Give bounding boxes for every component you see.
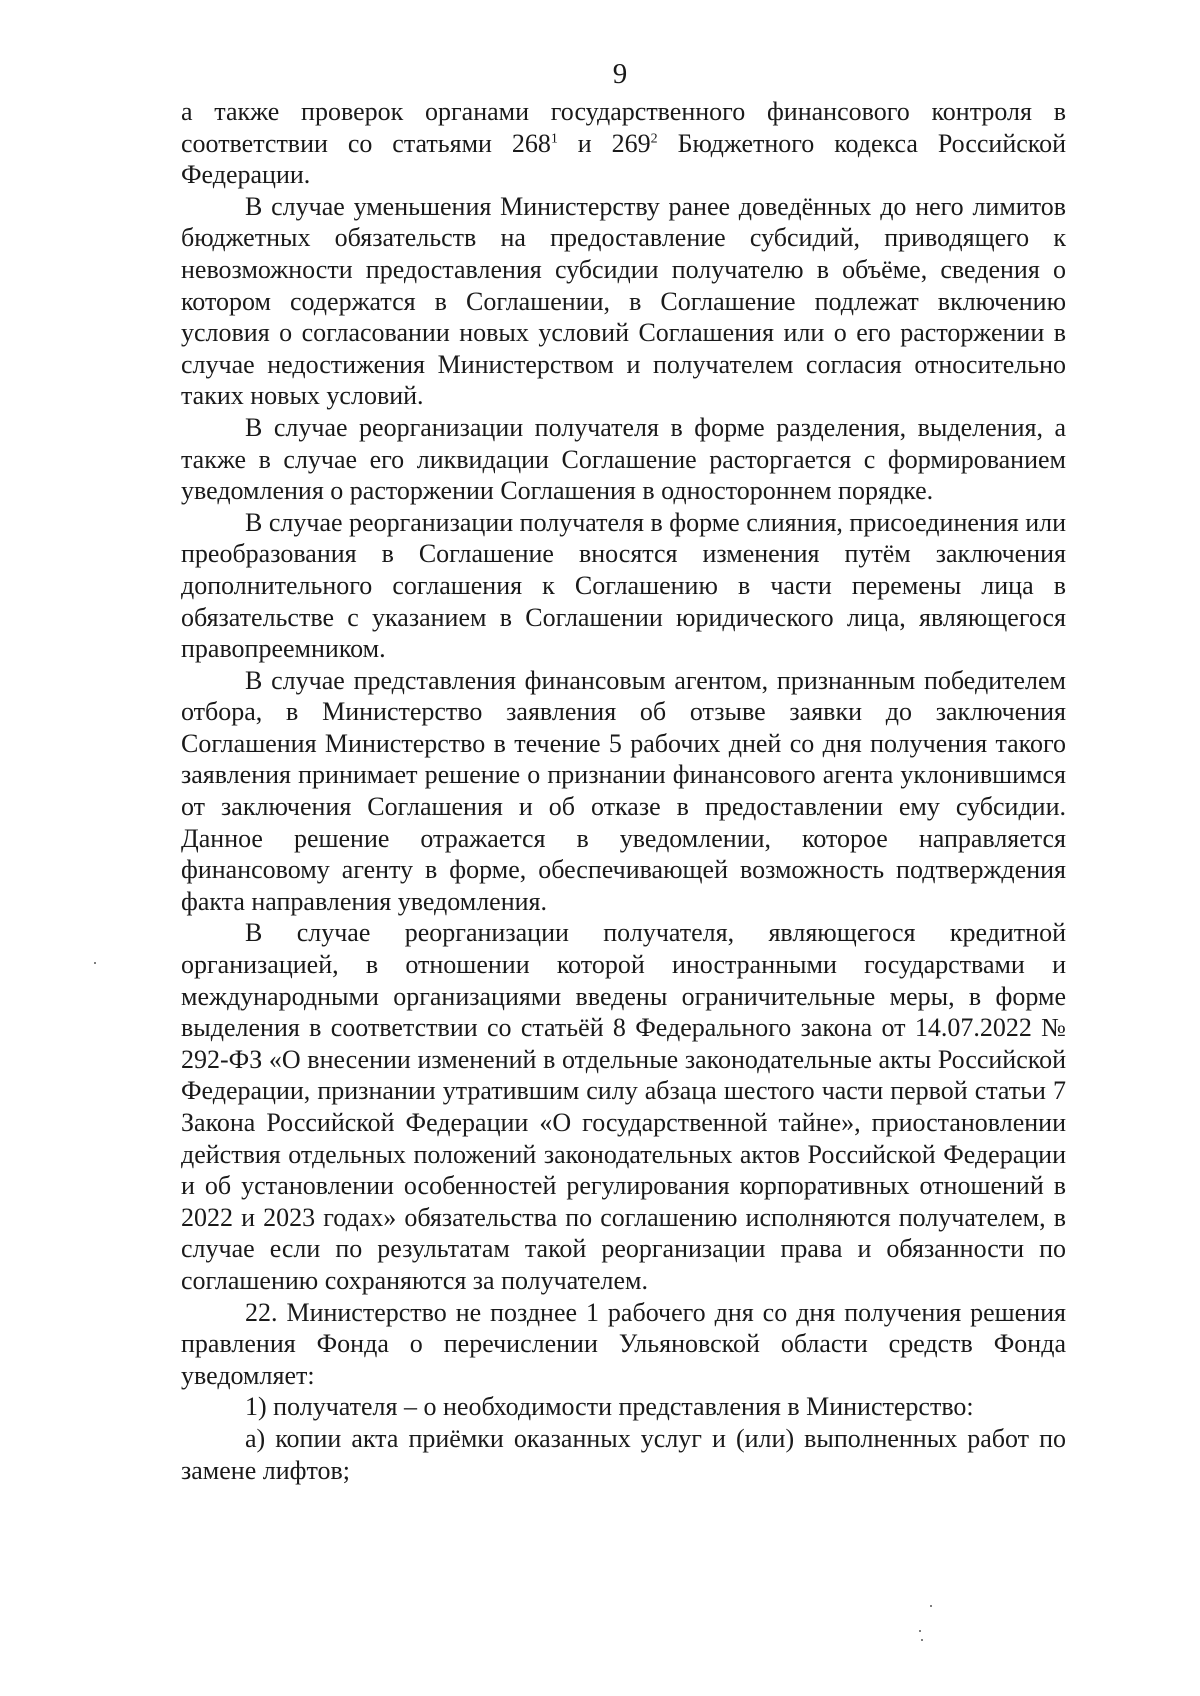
paragraph-limits-reduction: В случае уменьшения Министерству ранее доведённых до него лимитов бюджетных обязательств на предоставление субсидий, приводящего к невозможности предоставления субсидии получателю в объёме, сведения о котором содержатся в Соглашении, в Соглашение подлежат включению условия о согласовании новых условий Соглашения или о его расторжении в случае недостижения Министерством и получателем согласия относительно таких новых условий. bbox=[181, 191, 1066, 411]
document-body bbox=[181, 96, 1066, 1486]
paragraph-reorganization-division: В случае реорганизации получателя в форме разделения, выделения, а также в случае его ликвидации Соглашение расторгается с формированием уведомления о расторжении Соглашения в одностороннем порядке. bbox=[181, 412, 1066, 506]
paragraph-item-22: 22. Министерство не позднее 1 рабочего дня со дня получения решения правления Фонда о перечислении Ульяновской области средств Фонда уведомляет: bbox=[181, 1297, 1066, 1390]
paragraph-subitem-a: а) копии акта приёмки оказанных услуг и (или) выполненных работ по замене лифтов; bbox=[181, 1423, 1066, 1485]
paragraph-credit-organization: В случае реорганизации получателя, являющегося кредитной организацией, в отношении которой иностранными государствами и международными организациями введены ограничительные меры, в форме выделения в соответствии со статьёй 8 Федерального закона от 14.07.2022 № 292-ФЗ «О внесении изменений в отдельные законодательные акты Российской Федерации, признании утратившим силу абзаца шестого части первой статьи 7 Закона Российской Федерации «О государственной тайне», приостановлении действия отдельных положений законодательных актов Российской Федерации и об установлении особенностей регулирования корпоративных отношений в 2022 и 2023 годах» обязательства по соглашению исполняются получателем, в случае если по результатам такой реорганизации права и обязанности по соглашению сохраняются за получателем. bbox=[181, 918, 1066, 1295]
page-number: 9 bbox=[612, 58, 628, 90]
paragraph-reorganization-merger: В случае реорганизации получателя в форме слияния, присоединения или преобразования в Соглашение вносятся изменения путём заключения дополнительного соглашения к Соглашению в части перемены лица в обязательстве с указанием в Соглашении юридического лица, являющегося правопреемником. bbox=[181, 507, 1066, 664]
paragraph-application-withdrawal: В случае представления финансовым агентом, признанным победителем отбора, в Министерство заявления об отзыве заявки до заключения Соглашения Министерство в течение 5 рабочих дней со дня получения такого заявления принимает решение о признании финансового агента уклонившимся от заключения Соглашения и об отказе в предоставлении ему субсидии. Данное решение отражается в уведомлении, которое направляется финансовому агенту в форме, обеспечивающей возможность подтверждения факта направления уведомления. bbox=[181, 665, 1066, 916]
scan-speck bbox=[930, 1605, 932, 1607]
paragraph-budget-control: а также проверок органами государственного финансового контроля в соответствии со статьями $268^1$ и $269^2$ Бюджетного кодекса Российской Федерации. bbox=[181, 97, 1067, 190]
scan-speck bbox=[921, 1639, 923, 1641]
paragraph-subitem-1: 1) получателя – о необходимости представления в Министерство: bbox=[245, 1392, 974, 1422]
scan-speck bbox=[919, 1630, 921, 1632]
scan-speck bbox=[94, 962, 96, 964]
superscript: 1 bbox=[550, 130, 558, 146]
superscript: 2 bbox=[650, 130, 658, 146]
